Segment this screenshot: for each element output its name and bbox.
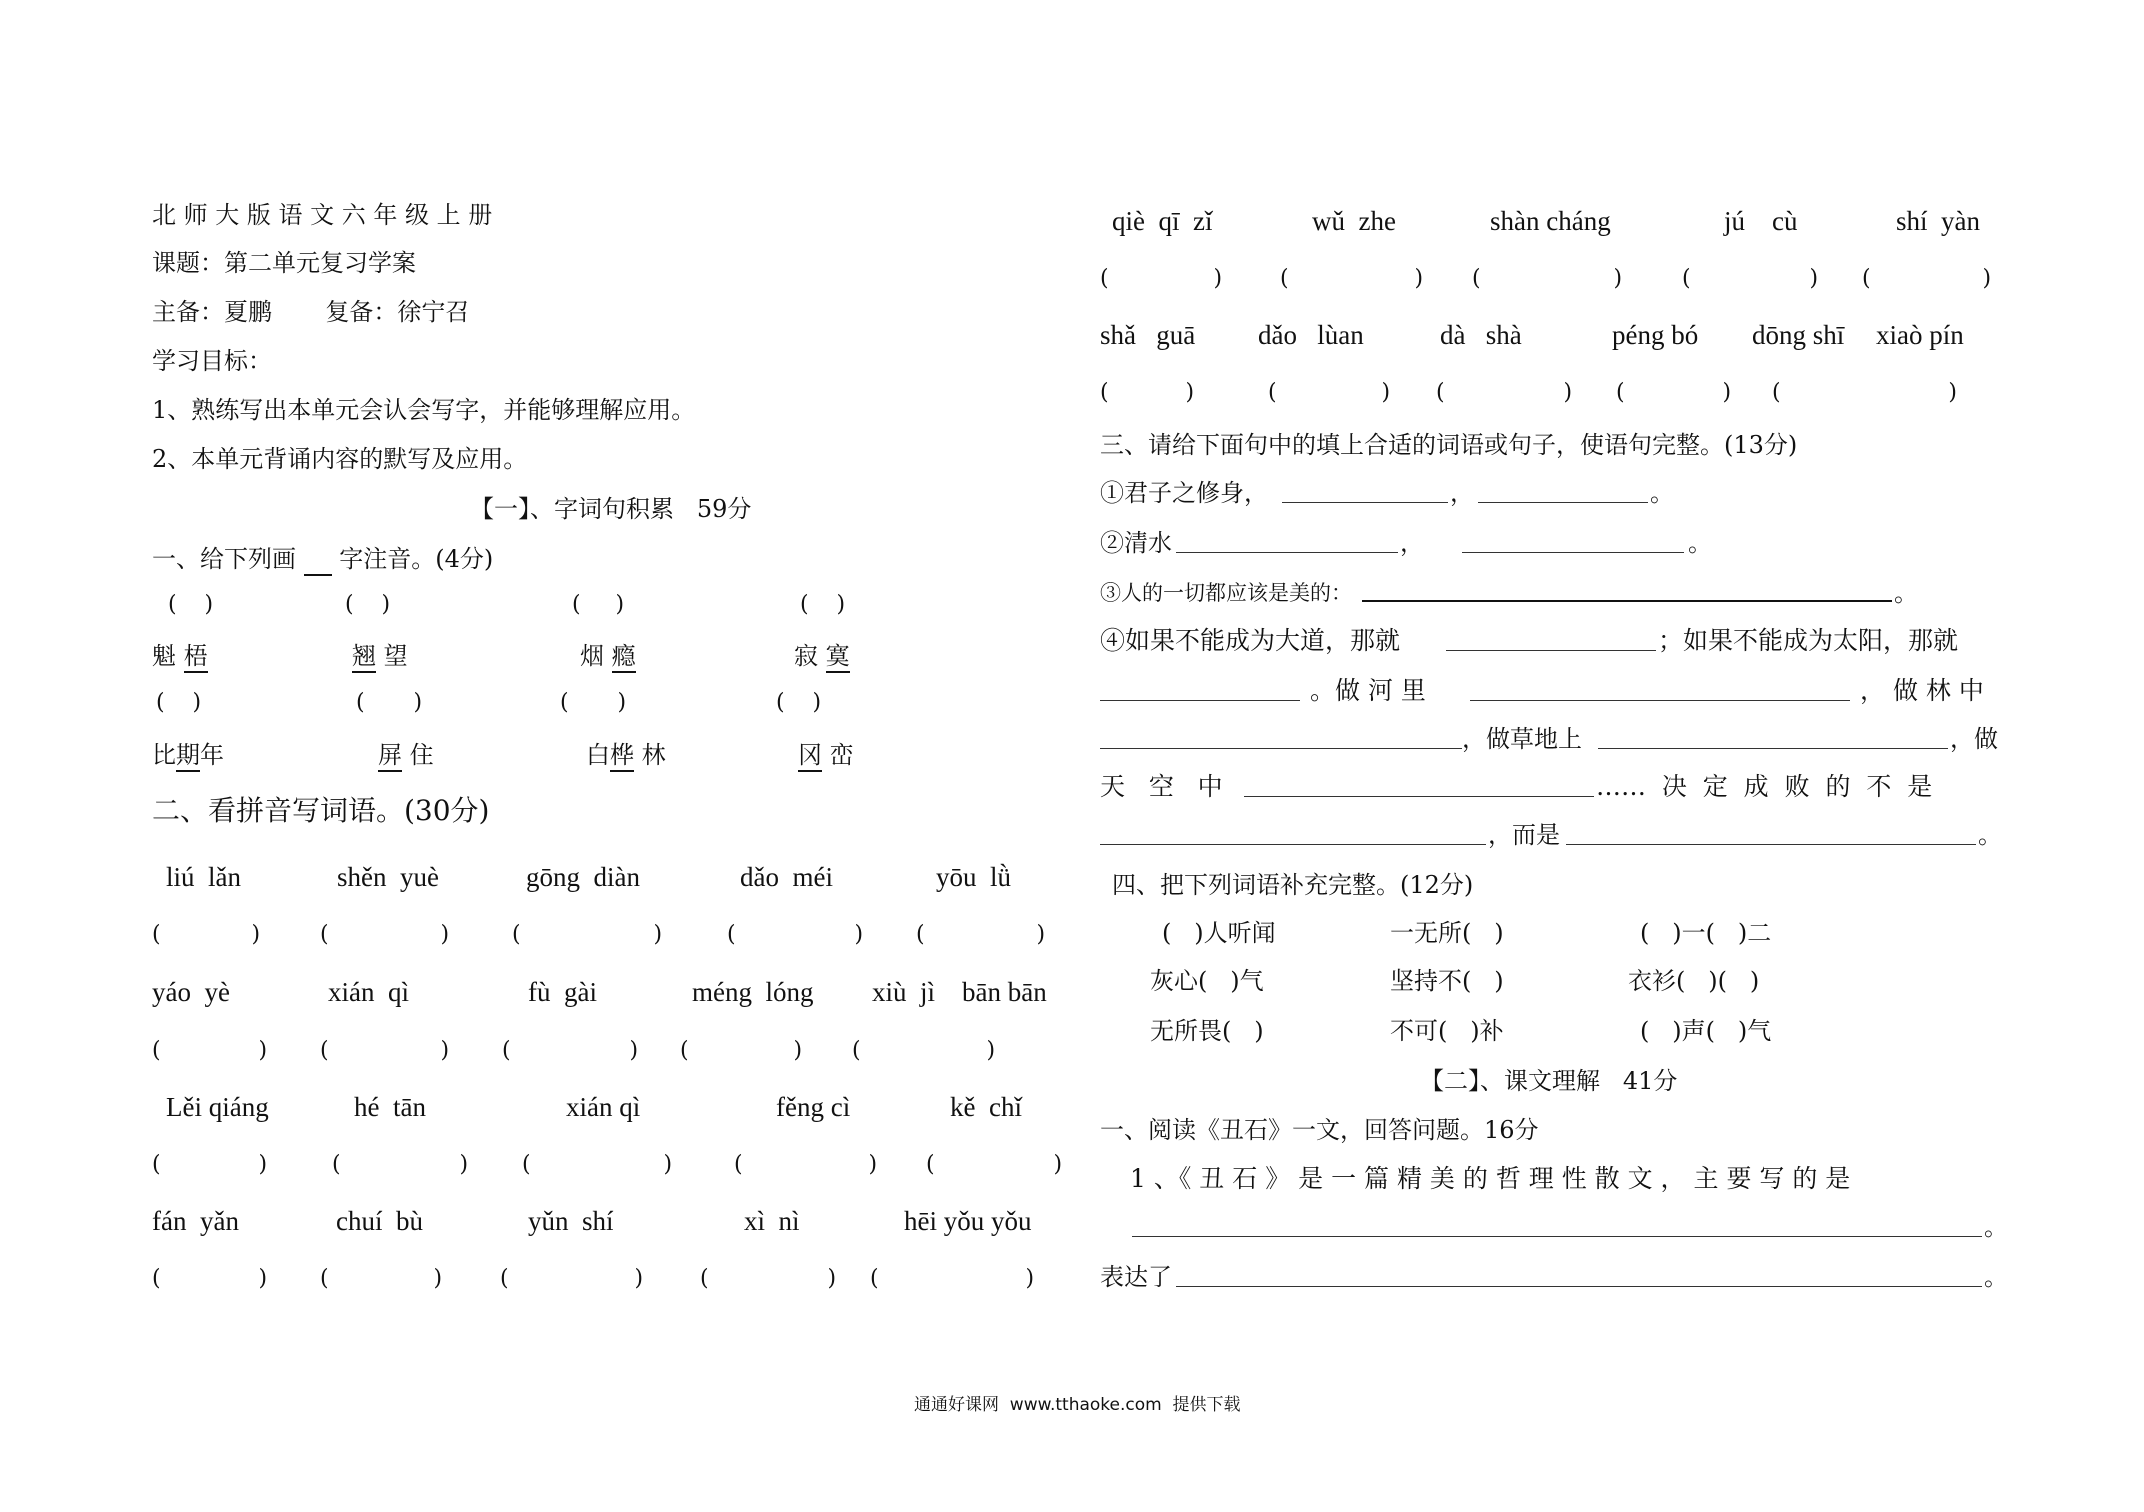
blank-line[interactable] (1132, 1236, 1982, 1237)
pinyin: shěn yuè (337, 862, 439, 892)
paren: ( ) (800, 592, 846, 617)
pinyin: yǔn shí (528, 1206, 614, 1236)
comma: ， (1400, 529, 1424, 557)
pinyin: hé tān (354, 1092, 426, 1122)
pinyin: xiaò pín (1876, 320, 1964, 350)
pinyin: hēi yǒu yǒu (904, 1206, 1032, 1236)
blank-line[interactable] (1100, 844, 1486, 845)
idiom-item: 衣衫( )( ) (1628, 967, 1760, 995)
answer-paren[interactable]: ( ) (502, 1038, 639, 1063)
blank-line[interactable] (1478, 502, 1648, 503)
blank-line[interactable] (1566, 844, 1976, 845)
pinyin: qiè qī zǐ (1112, 206, 1213, 236)
answer-paren[interactable]: ( ) (916, 922, 1046, 947)
answer-paren[interactable]: ( ) (1280, 266, 1424, 291)
answer-paren[interactable]: ( ) (727, 922, 864, 947)
word-yanyin: 烟 瘾 (580, 641, 636, 673)
pinyin: shí yàn (1896, 206, 1980, 236)
pinyin: shǎ guā (1100, 320, 1196, 350)
answer-paren[interactable]: ( ) (332, 1152, 469, 1177)
pinyin: bān bān (962, 977, 1047, 1007)
pinyin: dǎo méi (740, 862, 833, 892)
paren: ( ) (345, 592, 391, 617)
q3-s1: ①君子之修身， (1100, 479, 1268, 507)
pinyin: dǎo lùan (1258, 320, 1364, 350)
blank-line[interactable] (1598, 748, 1948, 749)
answer-paren[interactable]: ( ) (152, 1152, 268, 1177)
idiom-item: 一无所( ) (1390, 919, 1504, 947)
q3-s4e: ，做草地上 (1462, 725, 1582, 753)
answer-paren[interactable]: ( ) (1100, 380, 1195, 405)
blank-line[interactable] (1462, 552, 1684, 553)
goal-1: 1、熟练写出本单元会认会写字，并能够理解应用。 (152, 396, 696, 424)
book-title: 北 师 大 版 语 文 六 年 级 上 册 (152, 201, 493, 229)
idiom-item: 不可( )补 (1390, 1017, 1504, 1045)
blank-line[interactable] (1176, 552, 1398, 553)
part1-title: 【一】、字词句积累 59分 (470, 495, 752, 523)
answer-paren[interactable]: ( ) (926, 1152, 1063, 1177)
word-baihualin: 白桦 林 (586, 740, 666, 772)
period: 。 (1650, 479, 1674, 507)
pinyin: dōng shī (1752, 320, 1845, 350)
answer-paren[interactable]: ( ) (1100, 266, 1223, 291)
blank-line[interactable] (1100, 748, 1462, 749)
answer-paren[interactable]: ( ) (1436, 380, 1573, 405)
blank-line[interactable] (1282, 502, 1448, 503)
blank-line[interactable] (1362, 600, 1892, 602)
answer-paren[interactable]: ( ) (512, 922, 663, 947)
q1-title: 一、给下列画 字注音。(4分) (152, 544, 493, 576)
blank-line[interactable] (1100, 700, 1300, 701)
q3-s4c: 。做 河 里 (1310, 676, 1426, 705)
answer-paren[interactable]: ( ) (320, 1266, 443, 1291)
q3-s3: ③人的一切都应该是美的： (1100, 581, 1352, 605)
q3-s4a: ④如果不能成为大道，那就 (1100, 626, 1401, 655)
answer-paren[interactable]: ( ) (700, 1266, 837, 1291)
part2-q1-s2: 表达了 (1100, 1263, 1172, 1291)
pinyin: fán yǎn (152, 1206, 239, 1236)
period: 。 (1984, 1213, 2008, 1241)
answer-paren[interactable]: ( ) (870, 1266, 1035, 1291)
answer-paren[interactable]: ( ) (152, 1266, 268, 1291)
q3-s2: ②清水 (1100, 529, 1172, 557)
blank-line[interactable] (1470, 700, 1850, 701)
answer-paren[interactable]: ( ) (852, 1038, 996, 1063)
q3-s4d: ， 做 林 中 (1860, 676, 1984, 705)
comma: ， (1450, 479, 1474, 507)
period: 。 (1978, 821, 2002, 849)
blank-line[interactable] (1244, 796, 1594, 797)
pinyin: wǔ zhe (1312, 206, 1396, 236)
answer-paren[interactable]: ( ) (734, 1152, 878, 1177)
part2-q1-title: 一、阅读《丑石》一文，回答问题。16分 (1100, 1116, 1539, 1144)
paren: ( ) (560, 690, 627, 715)
pinyin: xián qì (328, 977, 409, 1007)
goals-title: 学习目标： (152, 347, 272, 375)
topic: 课题：第二单元复习学案 (152, 249, 416, 277)
q3-s4i: ，而是 (1488, 821, 1560, 849)
pinyin: yáo yè (152, 977, 230, 1007)
idiom-item: ( )声( )气 (1640, 1017, 1772, 1045)
goal-2: 2、本单元背诵内容的默写及应用。 (152, 445, 528, 473)
answer-paren[interactable]: ( ) (152, 922, 261, 947)
pinyin: dà shà (1440, 320, 1522, 350)
answer-paren[interactable]: ( ) (522, 1152, 673, 1177)
part2-title: 【二】、课文理解 41分 (1420, 1067, 1678, 1095)
authors: 主备：夏鹏 复备：徐宁召 (152, 298, 470, 326)
q3-s4b: ；如果不能成为太阳，那就 (1658, 626, 1959, 655)
idiom-item: 坚持不( ) (1390, 967, 1504, 995)
answer-paren[interactable]: ( ) (320, 922, 450, 947)
part2-q1-s1: 1 、《 丑 石 》 是 一 篇 精 美 的 哲 理 性 散 文 ， 主 要 写 的 是 (1130, 1164, 1851, 1193)
idiom-item: 无所畏( ) (1150, 1017, 1264, 1045)
blank-line[interactable] (1176, 1286, 1982, 1287)
q3-s4h: …… 决 定 成 败 的 不 是 (1596, 772, 1933, 801)
answer-paren[interactable]: ( ) (680, 1038, 803, 1063)
pinyin: xián qì (566, 1092, 641, 1122)
pinyin: xì nì (744, 1206, 800, 1236)
paren: ( ) (776, 690, 822, 715)
pinyin: gōng diàn (526, 862, 640, 892)
answer-paren[interactable]: ( ) (152, 1038, 268, 1063)
answer-paren[interactable]: ( ) (1862, 266, 1992, 291)
answer-paren[interactable]: ( ) (1682, 266, 1819, 291)
footer-text: 通通好课网 www.tthaoke.com 提供下载 (914, 1395, 1241, 1415)
pinyin: kě chǐ (950, 1092, 1022, 1122)
q3-title: 三、请给下面句中的填上合适的词语或句子，使语句完整。(13分) (1100, 431, 1798, 459)
pinyin: fù gài (528, 977, 597, 1007)
q4-title: 四、把下列词语补充完整。(12分) (1112, 871, 1474, 899)
paren: ( ) (156, 690, 202, 715)
word-biqinian: 比期年 (152, 740, 224, 772)
q2-title: 二、看拼音写词语。(30分) (152, 794, 490, 827)
word-qiaowang: 翘 望 (352, 641, 408, 673)
pinyin: xiù jì (872, 977, 936, 1007)
idiom-item: 灰心( )气 (1150, 967, 1264, 995)
answer-paren[interactable]: ( ) (320, 1038, 450, 1063)
pinyin: fěng cì (776, 1092, 851, 1122)
pinyin: jú cù (1724, 206, 1798, 236)
period: 。 (1688, 529, 1712, 557)
blank-line[interactable] (1446, 650, 1656, 651)
q3-s4g: 天 空 中 (1100, 772, 1223, 801)
pinyin: chuí bù (336, 1206, 423, 1236)
idiom-item: ( )一( )二 (1640, 919, 1772, 947)
pinyin: méng lóng (692, 977, 814, 1007)
idiom-item: ( )人听闻 (1162, 919, 1276, 947)
answer-paren[interactable]: ( ) (1616, 380, 1732, 405)
pinyin: péng bó (1612, 320, 1699, 350)
pinyin: yōu lǜ (936, 862, 1012, 892)
answer-paren[interactable]: ( ) (1772, 380, 1958, 405)
pinyin: shàn cháng (1490, 206, 1611, 236)
word-bingzhu: 屏 住 (378, 740, 434, 772)
word-jimo: 寂 寞 (794, 641, 850, 673)
q3-s4f: ，做 (1950, 725, 1998, 753)
pinyin: Lěi qiáng (166, 1092, 269, 1122)
period: 。 (1984, 1263, 2008, 1291)
paren: ( ) (168, 592, 214, 617)
paren: ( ) (572, 592, 625, 617)
word-gangluan: 冈 峦 (798, 740, 854, 772)
period: 。 (1894, 579, 1918, 607)
answer-paren[interactable]: ( ) (1268, 380, 1391, 405)
paren: ( ) (356, 690, 423, 715)
pinyin: liú lǎn (166, 862, 241, 892)
word-kuiwu: 魁 梧 (152, 641, 208, 673)
answer-paren[interactable]: ( ) (500, 1266, 644, 1291)
answer-paren[interactable]: ( ) (1472, 266, 1623, 291)
